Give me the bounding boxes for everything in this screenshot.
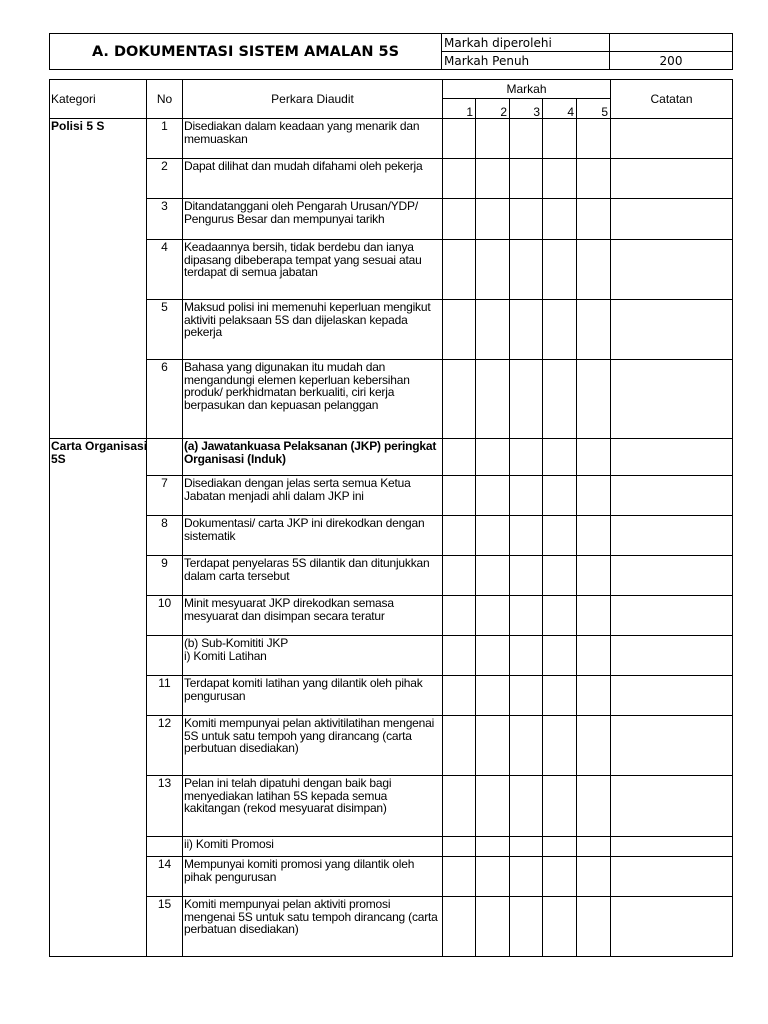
perkara-cell (183, 837, 443, 857)
perkara-cell (183, 240, 443, 300)
no-cell: 10 (147, 596, 183, 636)
score-cell-4[interactable] (543, 476, 577, 516)
perkara-line: sistematik (184, 528, 236, 543)
perkara-line: (b) Sub-Komititi JKP (184, 636, 289, 650)
perkara-cell (183, 716, 443, 776)
score-cell-5[interactable] (577, 476, 611, 516)
table-row (50, 360, 733, 439)
kategori-cell (50, 159, 147, 199)
score-cell-5[interactable] (577, 119, 611, 159)
perkara-line: Mempunyai komiti promosi yang dilantik oleh (184, 857, 415, 871)
no-cell: 1 (147, 119, 183, 159)
score-cell-5[interactable] (577, 857, 611, 897)
perkara-line: Maksud polisi ini memenuhi keperluan mengikut (184, 300, 431, 314)
perkara-line: Ditandatanggani oleh Pengarah Urusan/YDP/ (184, 199, 418, 213)
perkara-line: aktiviti pelaksaan 5S dan dijelaskan kepada (184, 312, 408, 327)
score-cell-5[interactable] (577, 360, 611, 439)
perkara-cell (183, 360, 443, 439)
score-cell-4[interactable] (543, 837, 577, 857)
score-cell-4[interactable] (543, 716, 577, 776)
perkara-cell (183, 439, 443, 476)
kategori-cell (50, 360, 147, 439)
table-row (50, 716, 733, 776)
perkara-line: Organisasi (Induk) (184, 451, 286, 466)
catatan-cell[interactable] (611, 360, 733, 439)
catatan-cell[interactable] (611, 776, 733, 837)
score-cell-1[interactable] (443, 199, 476, 240)
catatan-cell[interactable] (611, 676, 733, 716)
score-cell-4[interactable] (543, 439, 577, 476)
score-cell-4[interactable] (543, 596, 577, 636)
score-cell-5[interactable] (577, 776, 611, 837)
score-cell-3[interactable] (510, 857, 543, 897)
table-row (50, 596, 733, 636)
perkara-line: Jabatan menjadi ahli dalam JKP ini (184, 488, 364, 503)
no-cell (147, 636, 183, 676)
kategori-cell (50, 199, 147, 240)
score-cell-3[interactable] (510, 716, 543, 776)
score-header-4: 4 (543, 99, 577, 119)
no-cell: 13 (147, 776, 183, 837)
score-cell-2[interactable] (476, 119, 510, 159)
column-header-markah: Markah (443, 80, 611, 99)
catatan-cell[interactable] (611, 556, 733, 596)
score-cell-5[interactable] (577, 159, 611, 199)
score-cell-5[interactable] (577, 439, 611, 476)
catatan-cell[interactable] (611, 596, 733, 636)
score-cell-4[interactable] (543, 556, 577, 596)
perkara-line: mengandungi elemen keperluan kebersihan (184, 372, 410, 387)
perkara-line: pengurusan (184, 688, 246, 703)
no-cell: 14 (147, 857, 183, 897)
table-row (50, 837, 733, 857)
perkara-cell (183, 516, 443, 556)
table-row (50, 439, 733, 476)
score-cell-3[interactable] (510, 636, 543, 676)
kategori-cell (50, 240, 147, 300)
kategori-cell (50, 857, 147, 897)
table-row (50, 636, 733, 676)
perkara-line: Terdapat komiti latihan yang dilantik oleh pihak (184, 676, 423, 690)
score-cell-3[interactable] (510, 159, 543, 199)
no-cell: 3 (147, 199, 183, 240)
score-cell-2[interactable] (476, 300, 510, 360)
score-cell-1[interactable] (443, 240, 476, 300)
table-row (50, 199, 733, 240)
score-cell-3[interactable] (510, 240, 543, 300)
score-cell-5[interactable] (577, 837, 611, 857)
score-cell-1[interactable] (443, 556, 476, 596)
page-title: A. DOKUMENTASI SISTEM AMALAN 5S (50, 34, 442, 70)
perkara-cell (183, 857, 443, 897)
score-cell-2[interactable] (476, 516, 510, 556)
score-cell-2[interactable] (476, 716, 510, 776)
score-header-2: 2 (476, 99, 510, 119)
perkara-line: i) Komiti Latihan (184, 648, 267, 663)
column-header-kategori: Kategori (50, 80, 147, 119)
score-cell-3[interactable] (510, 476, 543, 516)
score-cell-4[interactable] (543, 119, 577, 159)
kategori-cell (50, 716, 147, 776)
score-cell-5[interactable] (577, 556, 611, 596)
kategori-cell (50, 776, 147, 837)
table-row (50, 240, 733, 300)
score-cell-1[interactable] (443, 119, 476, 159)
no-cell: 8 (147, 516, 183, 556)
catatan-cell[interactable] (611, 159, 733, 199)
catatan-cell[interactable] (611, 516, 733, 556)
score-cell-1[interactable] (443, 300, 476, 360)
no-cell: 4 (147, 240, 183, 300)
perkara-cell (183, 159, 443, 199)
header-table (49, 33, 733, 70)
table-row (50, 119, 733, 159)
perkara-line: Disediakan dengan jelas serta semua Ketua (184, 476, 411, 490)
perkara-line: Dapat dilihat dan mudah difahami oleh pekerja (184, 159, 423, 173)
score-cell-2[interactable] (476, 857, 510, 897)
score-cell-3[interactable] (510, 676, 543, 716)
score-cell-1[interactable] (443, 159, 476, 199)
table-row (50, 897, 733, 957)
table-row (50, 516, 733, 556)
no-cell: 7 (147, 476, 183, 516)
table-row (50, 857, 733, 897)
perkara-cell (183, 676, 443, 716)
kategori-cell (50, 556, 147, 596)
no-cell: 2 (147, 159, 183, 199)
perkara-cell (183, 596, 443, 636)
score-cell-1[interactable] (443, 439, 476, 476)
catatan-cell[interactable] (611, 636, 733, 676)
score-cell-5[interactable] (577, 516, 611, 556)
perkara-line: 5S untuk satu tempoh yang dirancang (carta (184, 728, 412, 743)
score-cell-3[interactable] (510, 897, 543, 957)
score-cell-5[interactable] (577, 676, 611, 716)
score-cell-2[interactable] (476, 897, 510, 957)
perkara-line: Komiti mempunyai pelan aktiviti promosi (184, 897, 391, 911)
score-cell-4[interactable] (543, 159, 577, 199)
score-cell-5[interactable] (577, 300, 611, 360)
catatan-cell[interactable] (611, 119, 733, 159)
perkara-line: berpasukan dan kepuasan pelanggan (184, 397, 379, 412)
no-cell: 6 (147, 360, 183, 439)
perkara-line: produk/ perkhidmatan berkualiti, ciri kerja (184, 385, 395, 399)
score-cell-2[interactable] (476, 159, 510, 199)
score-cell-5[interactable] (577, 596, 611, 636)
no-cell: 15 (147, 897, 183, 957)
no-cell: 12 (147, 716, 183, 776)
score-cell-3[interactable] (510, 439, 543, 476)
perkara-cell (183, 776, 443, 837)
score-cell-3[interactable] (510, 360, 543, 439)
perkara-line: terdapat di semua jabatan (184, 265, 318, 279)
column-header-no: No (147, 80, 183, 119)
perkara-line: menyediakan latihan 5S kepada semua (184, 788, 388, 803)
catatan-cell[interactable] (611, 439, 733, 476)
markah-diperolehi-field[interactable] (610, 34, 733, 52)
catatan-cell[interactable] (611, 857, 733, 897)
score-cell-4[interactable] (543, 240, 577, 300)
perkara-cell (183, 636, 443, 676)
perkara-cell (183, 476, 443, 516)
score-cell-1[interactable] (443, 476, 476, 516)
score-cell-2[interactable] (476, 837, 510, 857)
score-cell-3[interactable] (510, 776, 543, 837)
perkara-line: Komiti mempunyai pelan aktivitilatihan mengenai (184, 716, 435, 730)
perkara-line: Pelan ini telah dipatuhi dengan baik bagi (184, 776, 392, 790)
score-cell-4[interactable] (543, 360, 577, 439)
kategori-cell (50, 476, 147, 516)
perkara-line: Keadaannya bersih, tidak berdebu dan ianya (184, 240, 414, 254)
catatan-cell[interactable] (611, 199, 733, 240)
perkara-cell (183, 300, 443, 360)
catatan-cell[interactable] (611, 240, 733, 300)
kategori-cell (50, 596, 147, 636)
table-row (50, 300, 733, 360)
markah-penuh-label: Markah Penuh (442, 52, 610, 70)
score-cell-4[interactable] (543, 300, 577, 360)
perkara-line: perbutuan disediakan) (184, 741, 299, 755)
score-cell-5[interactable] (577, 636, 611, 676)
score-cell-4[interactable] (543, 857, 577, 897)
score-cell-1[interactable] (443, 857, 476, 897)
score-cell-3[interactable] (510, 596, 543, 636)
markah-penuh-value: 200 (610, 52, 733, 70)
table-row (50, 159, 733, 199)
score-cell-3[interactable] (510, 837, 543, 857)
no-cell (147, 439, 183, 476)
score-cell-5[interactable] (577, 897, 611, 957)
table-row (50, 676, 733, 716)
score-cell-1[interactable] (443, 636, 476, 676)
score-header-1: 1 (443, 99, 476, 119)
no-cell: 5 (147, 300, 183, 360)
score-cell-4[interactable] (543, 776, 577, 837)
kategori-cell (50, 897, 147, 957)
score-cell-2[interactable] (476, 439, 510, 476)
perkara-line: pekerja (184, 325, 222, 339)
score-cell-2[interactable] (476, 199, 510, 240)
perkara-line: dipasang dibeberapa tempat yang sesuai atau (184, 252, 422, 267)
perkara-line: mesyuarat dan disimpan secara teratur (184, 608, 385, 623)
perkara-line: Bahasa yang digunakan itu mudah dan (184, 360, 386, 374)
score-cell-2[interactable] (476, 240, 510, 300)
score-cell-3[interactable] (510, 119, 543, 159)
score-cell-3[interactable] (510, 300, 543, 360)
score-cell-4[interactable] (543, 636, 577, 676)
kategori-cell (50, 300, 147, 360)
score-cell-5[interactable] (577, 199, 611, 240)
perkara-line: Pengurus Besar dan mempunyai tarikh (184, 211, 385, 226)
score-cell-1[interactable] (443, 776, 476, 837)
perkara-line: memuaskan (184, 131, 248, 146)
score-cell-1[interactable] (443, 897, 476, 957)
score-cell-2[interactable] (476, 360, 510, 439)
table-row (50, 556, 733, 596)
catatan-cell[interactable] (611, 897, 733, 957)
score-cell-1[interactable] (443, 716, 476, 776)
score-cell-2[interactable] (476, 556, 510, 596)
kategori-cell: Polisi 5 S (50, 119, 147, 159)
table-row (50, 476, 733, 516)
perkara-line: ii) Komiti Promosi (184, 837, 274, 851)
perkara-line: Disediakan dalam keadaan yang menarik dan (184, 119, 420, 133)
score-cell-2[interactable] (476, 596, 510, 636)
score-header-3: 3 (510, 99, 543, 119)
perkara-cell (183, 199, 443, 240)
catatan-cell[interactable] (611, 476, 733, 516)
perkara-line: Dokumentasi/ carta JKP ini direkodkan dengan (184, 516, 425, 530)
perkara-cell (183, 556, 443, 596)
score-cell-1[interactable] (443, 676, 476, 716)
perkara-line: kakitangan (rekod mesyuarat disimpan) (184, 801, 387, 815)
score-cell-1[interactable] (443, 360, 476, 439)
score-cell-4[interactable] (543, 897, 577, 957)
score-cell-1[interactable] (443, 516, 476, 556)
column-header-catatan: Catatan (611, 80, 733, 119)
kategori-cell: Carta Organisasi 5S (50, 439, 147, 476)
score-cell-3[interactable] (510, 516, 543, 556)
kategori-cell (50, 516, 147, 556)
score-cell-4[interactable] (543, 516, 577, 556)
perkara-line: dalam carta tersebut (184, 568, 290, 583)
perkara-cell (183, 119, 443, 159)
score-cell-3[interactable] (510, 556, 543, 596)
perkara-line: Terdapat penyelaras 5S dilantik dan ditunjukkan (184, 556, 430, 570)
score-cell-4[interactable] (543, 676, 577, 716)
no-cell (147, 837, 183, 857)
kategori-cell (50, 636, 147, 676)
column-header-perkara: Perkara Diaudit (183, 80, 443, 119)
catatan-cell[interactable] (611, 837, 733, 857)
score-cell-2[interactable] (476, 476, 510, 516)
perkara-cell (183, 897, 443, 957)
score-cell-3[interactable] (510, 199, 543, 240)
score-cell-5[interactable] (577, 716, 611, 776)
no-cell: 11 (147, 676, 183, 716)
score-cell-1[interactable] (443, 596, 476, 636)
score-cell-1[interactable] (443, 837, 476, 857)
score-cell-2[interactable] (476, 676, 510, 716)
kategori-cell (50, 837, 147, 857)
kategori-cell (50, 676, 147, 716)
audit-table (49, 79, 733, 957)
table-row (50, 776, 733, 837)
markah-diperolehi-label: Markah diperolehi (442, 34, 610, 52)
perkara-line: perbatuan disediakan) (184, 922, 299, 936)
score-cell-4[interactable] (543, 199, 577, 240)
catatan-cell[interactable] (611, 300, 733, 360)
score-cell-2[interactable] (476, 636, 510, 676)
no-cell: 9 (147, 556, 183, 596)
score-header-5: 5 (577, 99, 611, 119)
perkara-line: (a) Jawatankuasa Pelaksanan (JKP) peringkat (184, 439, 437, 453)
perkara-line: Minit mesyuarat JKP direkodkan semasa (184, 596, 394, 610)
perkara-line: mengenai 5S untuk satu tempoh dirancang (carta (184, 909, 438, 924)
perkara-line: pihak pengurusan (184, 869, 277, 884)
catatan-cell[interactable] (611, 716, 733, 776)
score-cell-2[interactable] (476, 776, 510, 837)
score-cell-5[interactable] (577, 240, 611, 300)
